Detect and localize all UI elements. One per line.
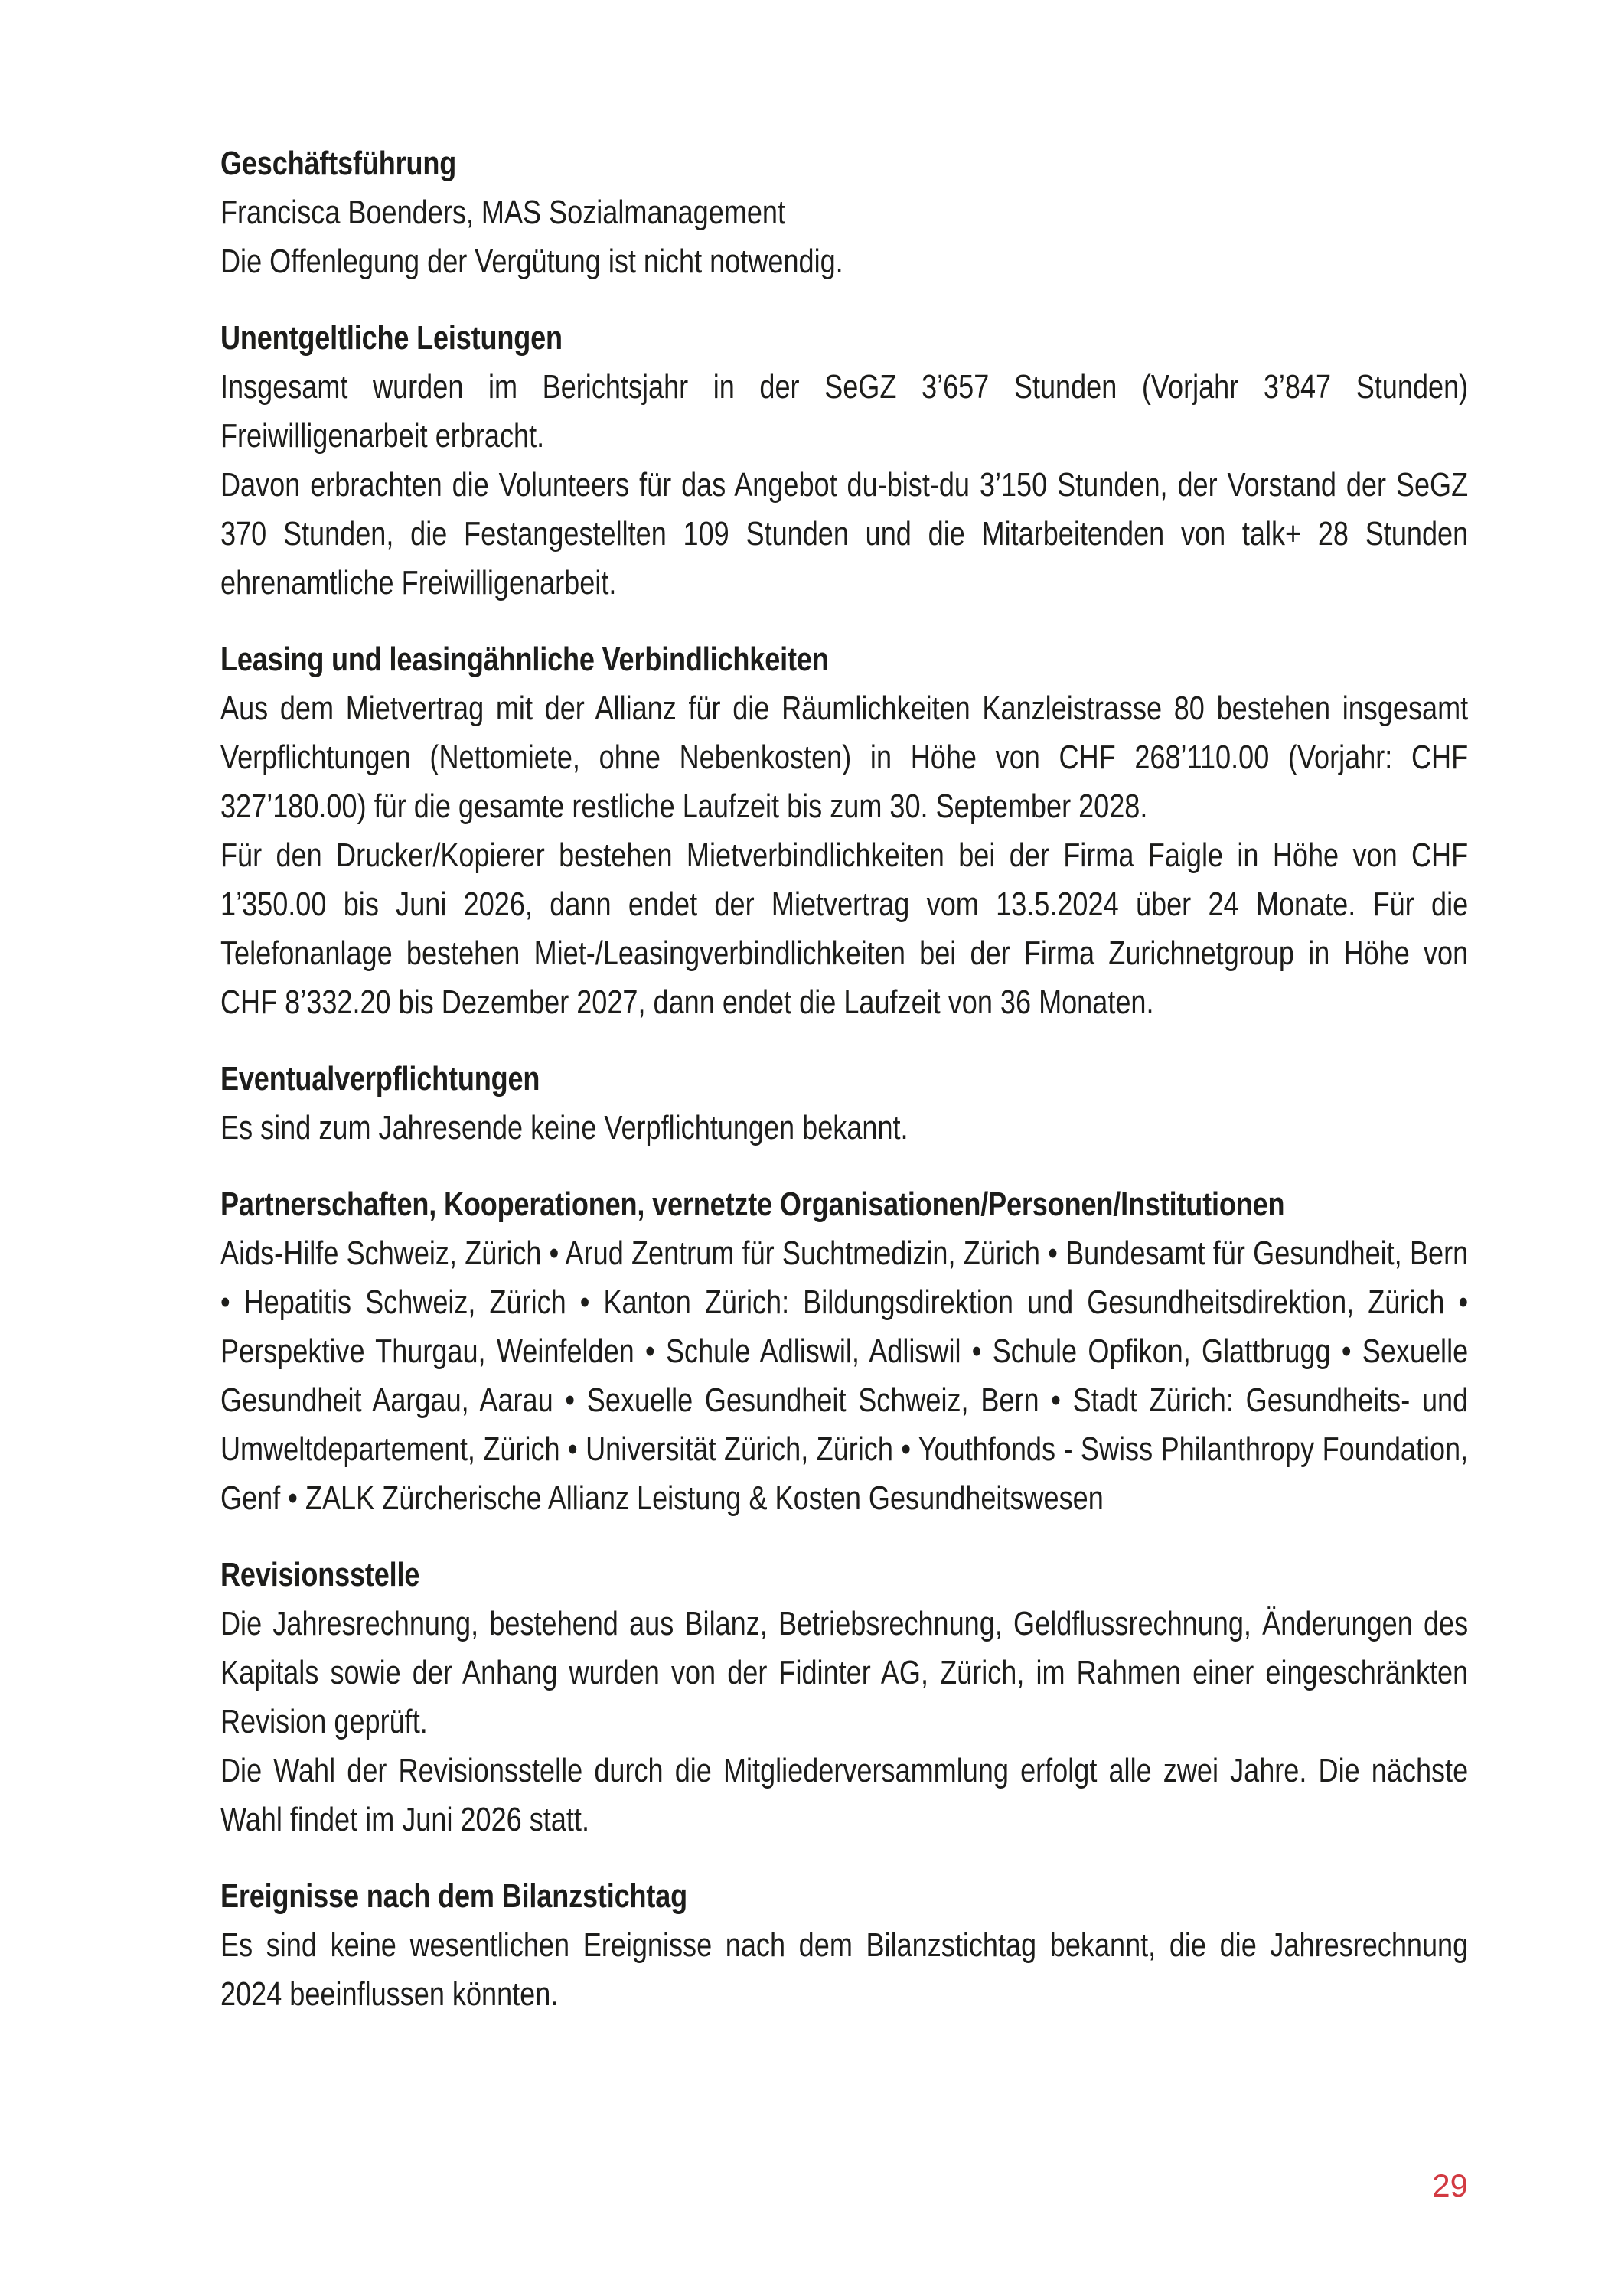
section-ereignisse-bilanzstichtag: [220, 1872, 1468, 2019]
paragraph: Es sind keine wesentlichen Ereignisse nach dem Bilanzstichtag bekannt, die die Jahresrechnung 2024 beeinflussen könnten.: [220, 1926, 1469, 2013]
section-heading: Unentgeltliche Leistungen: [220, 319, 563, 357]
section-heading: Eventualverpflichtungen: [220, 1060, 540, 1097]
paragraph: Insgesamt wurden im Berichtsjahr in der SeGZ 3’657 Stunden (Vorjahr 3’847 Stunden) Freiwilligenarbeit erbracht.: [220, 368, 1469, 455]
paragraph: Für den Drucker/Kopierer bestehen Mietverbindlichkeiten bei der Firma Faigle in Höhe von CHF 1’350.00 bis Juni 2026, dann endet der Mietvertrag vom 13.5.2024 über 24 Monate. Für die Telefonanlage bestehen Miet-/Leasingverbindlichkeiten bei der Firma Zurichnetgroup in Höhe von CHF 8’332.20 bis Dezember 2027, dann endet die Laufzeit von 36 Monaten.: [220, 837, 1469, 1021]
paragraph: Die Wahl der Revisionsstelle durch die Mitgliederversammlung erfolgt alle zwei Jahre. Die nächste Wahl findet im Juni 2026 statt.: [220, 1752, 1469, 1838]
section-heading: Leasing und leasingähnliche Verbindlichkeiten: [220, 641, 829, 678]
page-number: 29: [1432, 2167, 1468, 2203]
section-leasing: [220, 635, 1468, 1027]
section-heading: Ereignisse nach dem Bilanzstichtag: [220, 1877, 687, 1915]
paragraph: Es sind zum Jahresende keine Verpflichtungen bekannt.: [220, 1109, 908, 1146]
page-content: [220, 139, 1468, 2019]
section-eventualverpflichtungen: [220, 1055, 1468, 1153]
paragraph: Aids-Hilfe Schweiz, Zürich • Arud Zentrum für Suchtmedizin, Zürich • Bundesamt für Gesundheit, Bern • Hepatitis Schweiz, Zürich • Kanton Zürich: Bildungsdirektion und Gesundheitsdirektion, Zürich • Perspektive Thurgau, Weinfelden • Schule Adliswil, Adliswil • Schule Opfikon, Glattbrugg • Sexuelle Gesundheit Aargau, Aarau • Sexuelle Gesundheit Schweiz, Bern • Stadt Zürich: Gesundheits- und Umweltdepartement, Zürich • Universität Zürich, Zürich • Youthfonds - Swiss Philanthropy Foundation, Genf • ZALK Zürcherische Allianz Leistung & Kosten Gesundheitswesen: [220, 1234, 1469, 1517]
section-geschaeftsfuehrung: [220, 139, 1468, 286]
paragraph: Davon erbrachten die Volunteers für das Angebot du-bist-du 3’150 Stunden, der Vorstand der SeGZ 370 Stunden, die Festangestellten 109 Stunden und die Mitarbeitenden von talk+ 28 Stunden ehrenamtliche Freiwilligenarbeit.: [220, 466, 1469, 602]
section-heading: Revisionsstelle: [220, 1556, 420, 1593]
paragraph: Die Offenlegung der Vergütung ist nicht notwendig.: [220, 243, 843, 280]
section-partnerschaften: [220, 1180, 1468, 1523]
section-heading: Geschäftsführung: [220, 145, 457, 182]
section-unentgeltliche-leistungen: [220, 314, 1468, 608]
paragraph: Die Jahresrechnung, bestehend aus Bilanz, Betriebsrechnung, Geldflussrechnung, Änderungen des Kapitals sowie der Anhang wurden von der Fidinter AG, Zürich, im Rahmen einer eingeschränkten Revision geprüft.: [220, 1605, 1469, 1740]
section-revisionsstelle: [220, 1551, 1468, 1844]
section-heading: Partnerschaften, Kooperationen, vernetzte Organisationen/Personen/Institutionen: [220, 1186, 1285, 1223]
paragraph: Francisca Boenders, MAS Sozialmanagement: [220, 194, 785, 231]
paragraph: Aus dem Mietvertrag mit der Allianz für die Räumlichkeiten Kanzleistrasse 80 bestehen insgesamt Verpflichtungen (Nettomiete, ohne Nebenkosten) in Höhe von CHF 268’110.00 (Vorjahr: CHF 327’180.00) für die gesamte restliche Laufzeit bis zum 30. September 2028.: [220, 690, 1469, 825]
